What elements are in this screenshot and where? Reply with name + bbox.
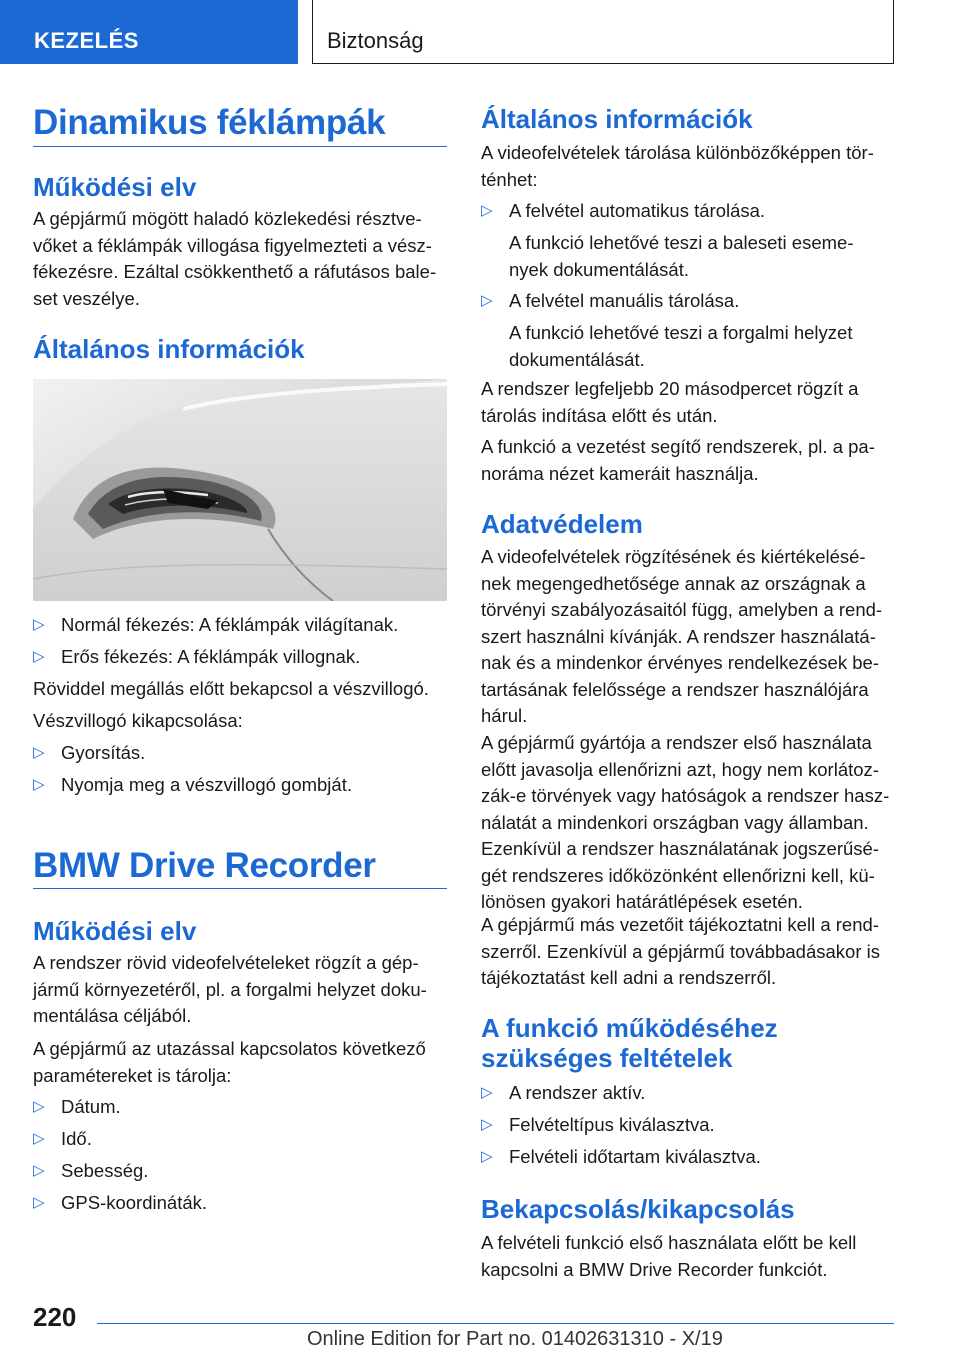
car-taillight-illustration <box>33 379 447 601</box>
paragraph-parameters <box>33 1036 447 1089</box>
paragraph-principle <box>33 206 447 312</box>
text-line: ténhet: <box>481 168 538 190</box>
heading-general-info-recorder: Általános információk <box>481 104 753 134</box>
triangle-right-outline-icon: ▷ <box>481 292 493 309</box>
triangle-right-outline-icon: ▷ <box>33 616 45 633</box>
header-section-label: KEZELÉS <box>34 28 139 53</box>
triangle-right-outline-icon: ▷ <box>481 202 493 219</box>
heading-line: A funkció működéséhez <box>481 1013 778 1043</box>
heading-line: szükséges feltételek <box>481 1043 733 1073</box>
list-item-text: A felvétel manuális tárolása. <box>509 290 740 311</box>
title-rule <box>33 888 447 889</box>
heading-requirements <box>481 1013 778 1073</box>
paragraph-privacy-3 <box>481 912 895 992</box>
footer-edition: Online Edition for Part no. 01402631310 - X/19 <box>307 1328 723 1350</box>
paragraph-hazard-off: Vészvillogó kikapcsolása: <box>33 710 243 731</box>
text-line: szert használni kívánják. A rendszer használatá- <box>481 625 876 647</box>
text-line: hárul. <box>481 705 528 726</box>
text-line: A funkció lehetővé teszi a forgalmi helyzet <box>509 322 853 343</box>
text-line: paramétereket is tárolja: <box>33 1064 232 1086</box>
list-item-text: A felvétel automatikus tárolása. <box>509 200 766 221</box>
triangle-right-outline-icon: ▷ <box>33 776 45 793</box>
text-line: nálatát a mindenkori országban vagy államban. <box>481 811 869 833</box>
text-line: A gépjármű mögött haladó közlekedési résztve- <box>33 208 422 229</box>
text-line: A gépjármű más vezetőit tájékoztatni kell a rend- <box>481 914 879 935</box>
list-item-description <box>509 230 895 283</box>
section-title-brake-lights: Dinamikus féklámpák <box>33 103 386 142</box>
text-line: nak és a mindenkor érvényes rendelkezések be- <box>481 652 879 673</box>
text-line: noráma nézet kameráit használja. <box>481 462 759 484</box>
text-line: tárolás indítása előtt és után. <box>481 404 718 426</box>
text-line: A felvételi funkció első használata előtt be kell <box>481 1232 857 1253</box>
triangle-right-outline-icon: ▷ <box>33 744 45 761</box>
text-line: A rendszer rövid videofelvételeket rögzít a gép- <box>33 952 419 973</box>
text-line: mentálása céljából. <box>33 1005 192 1026</box>
taillight-figure <box>33 379 447 601</box>
text-line: lönösen gyakori határátlépések esetén. <box>481 891 803 912</box>
list-item-text: Erős fékezés: A féklámpák villognak. <box>61 646 361 667</box>
triangle-right-outline-icon: ▷ <box>481 1084 493 1101</box>
paragraph-hazard-on: Röviddel megállás előtt bekapcsol a vészvillogó. <box>33 678 429 699</box>
list-item-text: Felvételtípus kiválasztva. <box>509 1114 715 1135</box>
text-line: Ezenkívül a rendszer használatának jogszerűsé- <box>481 838 879 859</box>
text-line: szerről. Ezenkívül a gépjármű továbbadásakor is <box>481 940 880 962</box>
text-line: kapcsolni a BMW Drive Recorder funkciót. <box>481 1258 828 1280</box>
text-line: A funkció a vezetést segítő rendszerek, pl. a pa- <box>481 436 875 457</box>
triangle-right-outline-icon: ▷ <box>33 648 45 665</box>
header-subsection-label: Biztonság <box>327 28 424 53</box>
text-line: zák-e törvények vagy hatóságok a rendszer hasz- <box>481 785 890 806</box>
list-item-text: Nyomja meg a vészvillogó gombját. <box>61 774 352 795</box>
heading-data-protection: Adatvédelem <box>481 509 643 539</box>
footer-rule <box>97 1323 894 1324</box>
list-item-text: A rendszer aktív. <box>509 1082 646 1103</box>
triangle-right-outline-icon: ▷ <box>33 1130 45 1147</box>
text-line: nek megengedhetősége annak az országnak a <box>481 572 866 594</box>
page-number: 220 <box>33 1302 77 1332</box>
list-item-text: Felvételi időtartam kiválasztva. <box>509 1146 761 1167</box>
text-line: törvényi szabályozásaitól függ, amelyben a rend- <box>481 599 883 620</box>
triangle-right-outline-icon: ▷ <box>33 1194 45 1211</box>
text-line: vőket a féklámpák villogása figyelmezteti a vész- <box>33 234 432 256</box>
text-line: nyek dokumentálását. <box>509 258 689 280</box>
list-item-text: Gyorsítás. <box>61 742 146 763</box>
heading-principle: Működési elv <box>33 172 197 202</box>
text-line: A funkció lehetővé teszi a baleseti eseme- <box>509 232 854 253</box>
text-line: dokumentálását. <box>509 348 645 370</box>
title-rule <box>33 146 447 147</box>
header-subsection-box <box>312 0 894 64</box>
text-line: set veszélye. <box>33 287 140 309</box>
text-line: A videofelvételek rögzítésének és kiértékelésé- <box>481 546 866 567</box>
text-line: előtt javasolja ellenőrizni azt, hogy nem korlátoz- <box>481 758 879 780</box>
text-line: A rendszer legfeljebb 20 másodpercet rögzít a <box>481 378 859 399</box>
text-line: A videofelvételek tárolása különbözőképpen tör- <box>481 142 874 163</box>
paragraph-on-off <box>481 1230 895 1283</box>
paragraph-recorder-principle <box>33 950 447 1030</box>
heading-general-info: Általános információk <box>33 334 305 364</box>
paragraph-recording-duration <box>481 376 895 429</box>
paragraph-privacy-1 <box>481 544 895 730</box>
paragraph-privacy-2 <box>481 730 895 916</box>
list-item-description <box>509 320 895 373</box>
paragraph-cameras <box>481 434 895 487</box>
text-line: tartásának felelőssége a rendszer használójára <box>481 678 869 700</box>
list-item-text: Sebesség. <box>61 1160 149 1181</box>
section-title-drive-recorder: BMW Drive Recorder <box>33 846 376 885</box>
paragraph-storage-intro <box>481 140 895 193</box>
text-line: A gépjármű az utazással kapcsolatos következő <box>33 1038 426 1059</box>
heading-principle-recorder: Működési elv <box>33 916 197 946</box>
list-item-text: Idő. <box>61 1128 92 1149</box>
list-item-text: GPS-koordináták. <box>61 1192 208 1213</box>
triangle-right-outline-icon: ▷ <box>481 1116 493 1133</box>
text-line: jármű környezetéről, pl. a forgalmi helyzet doku- <box>33 978 427 1000</box>
text-line: fékezésre. Ezáltal csökkenthető a ráfutásos bale- <box>33 261 437 282</box>
list-item-text: Normál fékezés: A féklámpák világítanak. <box>61 614 399 635</box>
triangle-right-outline-icon: ▷ <box>33 1162 45 1179</box>
header-section-tab[interactable] <box>0 0 298 64</box>
triangle-right-outline-icon: ▷ <box>481 1148 493 1165</box>
list-item-text: Dátum. <box>61 1096 121 1117</box>
text-line: gét rendszeres időközönként ellenőrizni kell, kü- <box>481 864 875 886</box>
text-line: tájékoztatást kell adni a rendszerről. <box>481 967 777 988</box>
text-line: A gépjármű gyártója a rendszer első használata <box>481 732 872 753</box>
heading-on-off: Bekapcsolás/kikapcsolás <box>481 1194 795 1224</box>
triangle-right-outline-icon: ▷ <box>33 1098 45 1115</box>
